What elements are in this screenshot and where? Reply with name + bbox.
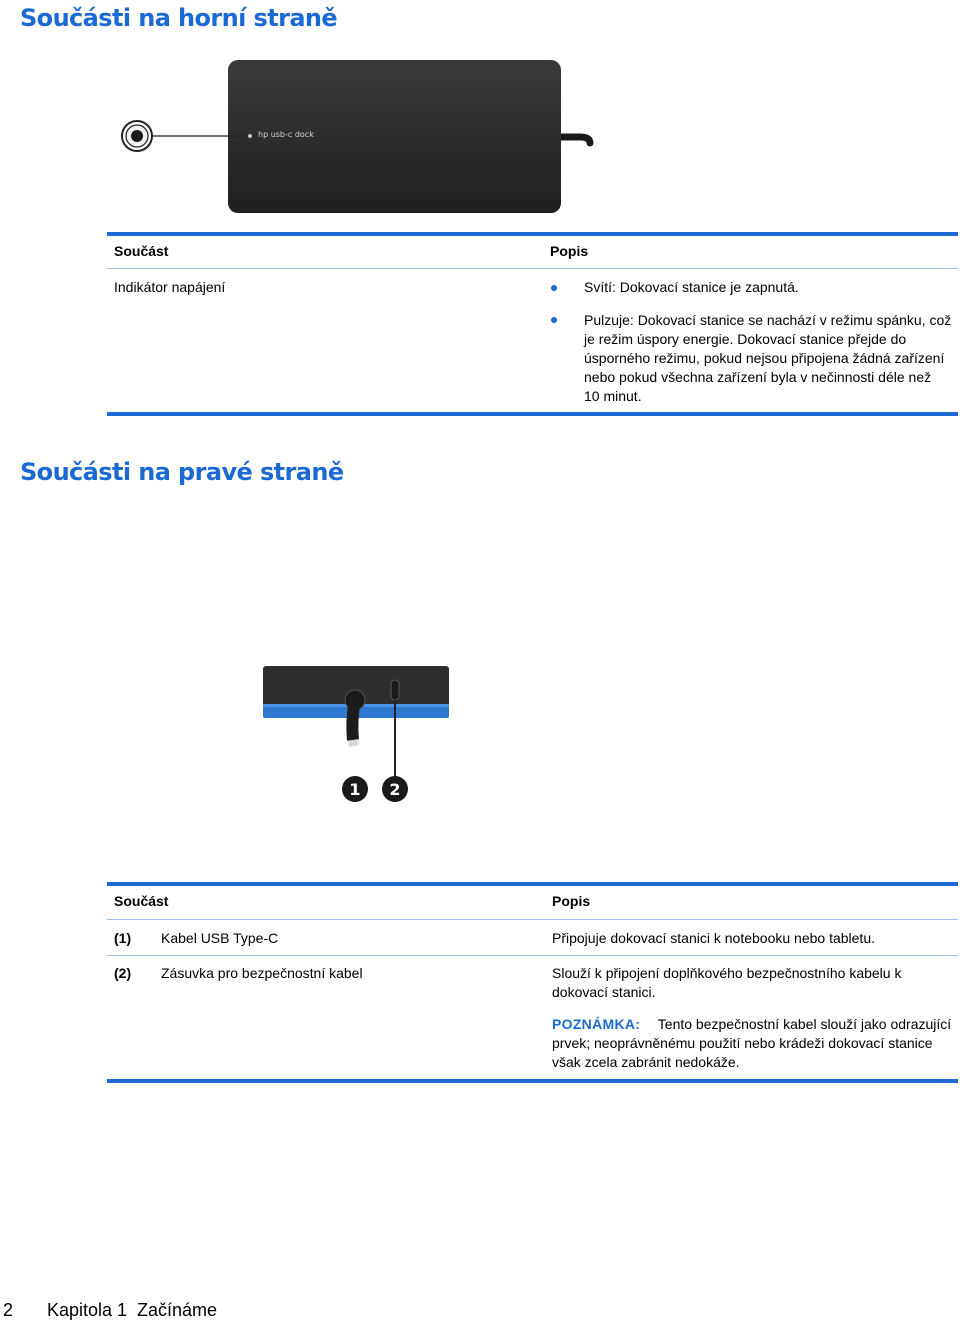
usb-c-cable — [352, 700, 355, 740]
note-first-line — [552, 1015, 951, 1034]
chapter-title: Začínáme — [137, 1300, 218, 1320]
chapter-label: Kapitola 1 — [47, 1300, 128, 1320]
dock-top-drawing — [110, 55, 610, 220]
table2-bottom-rule — [107, 1079, 958, 1083]
description-line: nebo pokud všechna zařízení byla v nečinnosti déle než — [584, 369, 932, 385]
bullet-icon — [551, 317, 557, 323]
description-line: Pulzuje: Dokovací stanice se nachází v režimu spánku, což — [584, 312, 952, 328]
col-header-description: Popis — [550, 243, 589, 259]
dock-side-drawing — [255, 660, 455, 810]
table2-top-rule — [107, 882, 958, 886]
note-text-line: Tento bezpečnostní kabel slouží jako odrazující — [657, 1016, 952, 1032]
dock-side-illustration — [255, 660, 455, 810]
col-header-component: Součást — [114, 893, 169, 909]
power-light-icon — [131, 130, 143, 142]
device-logo-text: hp usb-c dock — [258, 130, 314, 139]
row-number-1: (1) — [114, 930, 132, 946]
description-line: je režim úspory energie. Dokovací stanice přejde do — [584, 331, 907, 347]
page-number: 2 — [3, 1300, 14, 1320]
table2-header-divider — [107, 919, 958, 920]
section-heading-right: Součásti na pravé straně — [20, 458, 344, 486]
cable-fade — [353, 740, 354, 746]
dock-top-illustration — [110, 55, 610, 220]
bullet-icon — [551, 285, 557, 291]
description-line: 10 minut. — [584, 388, 642, 404]
note-text-line: však zcela zabránit nedokáže. — [552, 1054, 740, 1070]
note-label: POZNÁMKA: — [552, 1016, 641, 1032]
table-top-rule — [107, 232, 958, 236]
callout-2-label: 2 — [389, 780, 401, 799]
description-usb-c-cable: Připojuje dokovací stanici k notebooku nebo tabletu. — [552, 930, 875, 946]
row-number-2: (2) — [114, 965, 132, 981]
section-heading-top: Součásti na horní straně — [20, 4, 338, 32]
callout-1-label: 1 — [349, 780, 361, 799]
callout-marker-2 — [382, 776, 408, 802]
note-text-line: prvek; neoprávněnému použití nebo krádeži dokovací stanice — [552, 1035, 933, 1051]
col-header-component: Součást — [114, 243, 169, 259]
component-security-slot: Zásuvka pro bezpečnostní kabel — [161, 965, 363, 981]
cable-stub — [558, 137, 590, 143]
description-line: úsporného režimu, pokud nejsou připojena žádná zařízení — [584, 350, 945, 366]
security-slot — [391, 680, 399, 700]
callout-marker-1 — [342, 776, 368, 802]
description-line: dokovací stanici. — [552, 984, 656, 1000]
col-header-description: Popis — [552, 893, 591, 909]
component-power-indicator: Indikátor napájení — [114, 279, 226, 295]
power-indicator-led — [248, 134, 252, 138]
table-header-divider — [107, 268, 958, 269]
component-usb-c-cable: Kabel USB Type-C — [161, 930, 279, 946]
description-line: Slouží k připojení doplňkového bezpečnostního kabelu k — [552, 965, 902, 981]
description-on: Svítí: Dokovací stanice je zapnutá. — [584, 279, 799, 295]
table2-row-divider — [107, 955, 958, 956]
table-bottom-rule — [107, 412, 958, 416]
